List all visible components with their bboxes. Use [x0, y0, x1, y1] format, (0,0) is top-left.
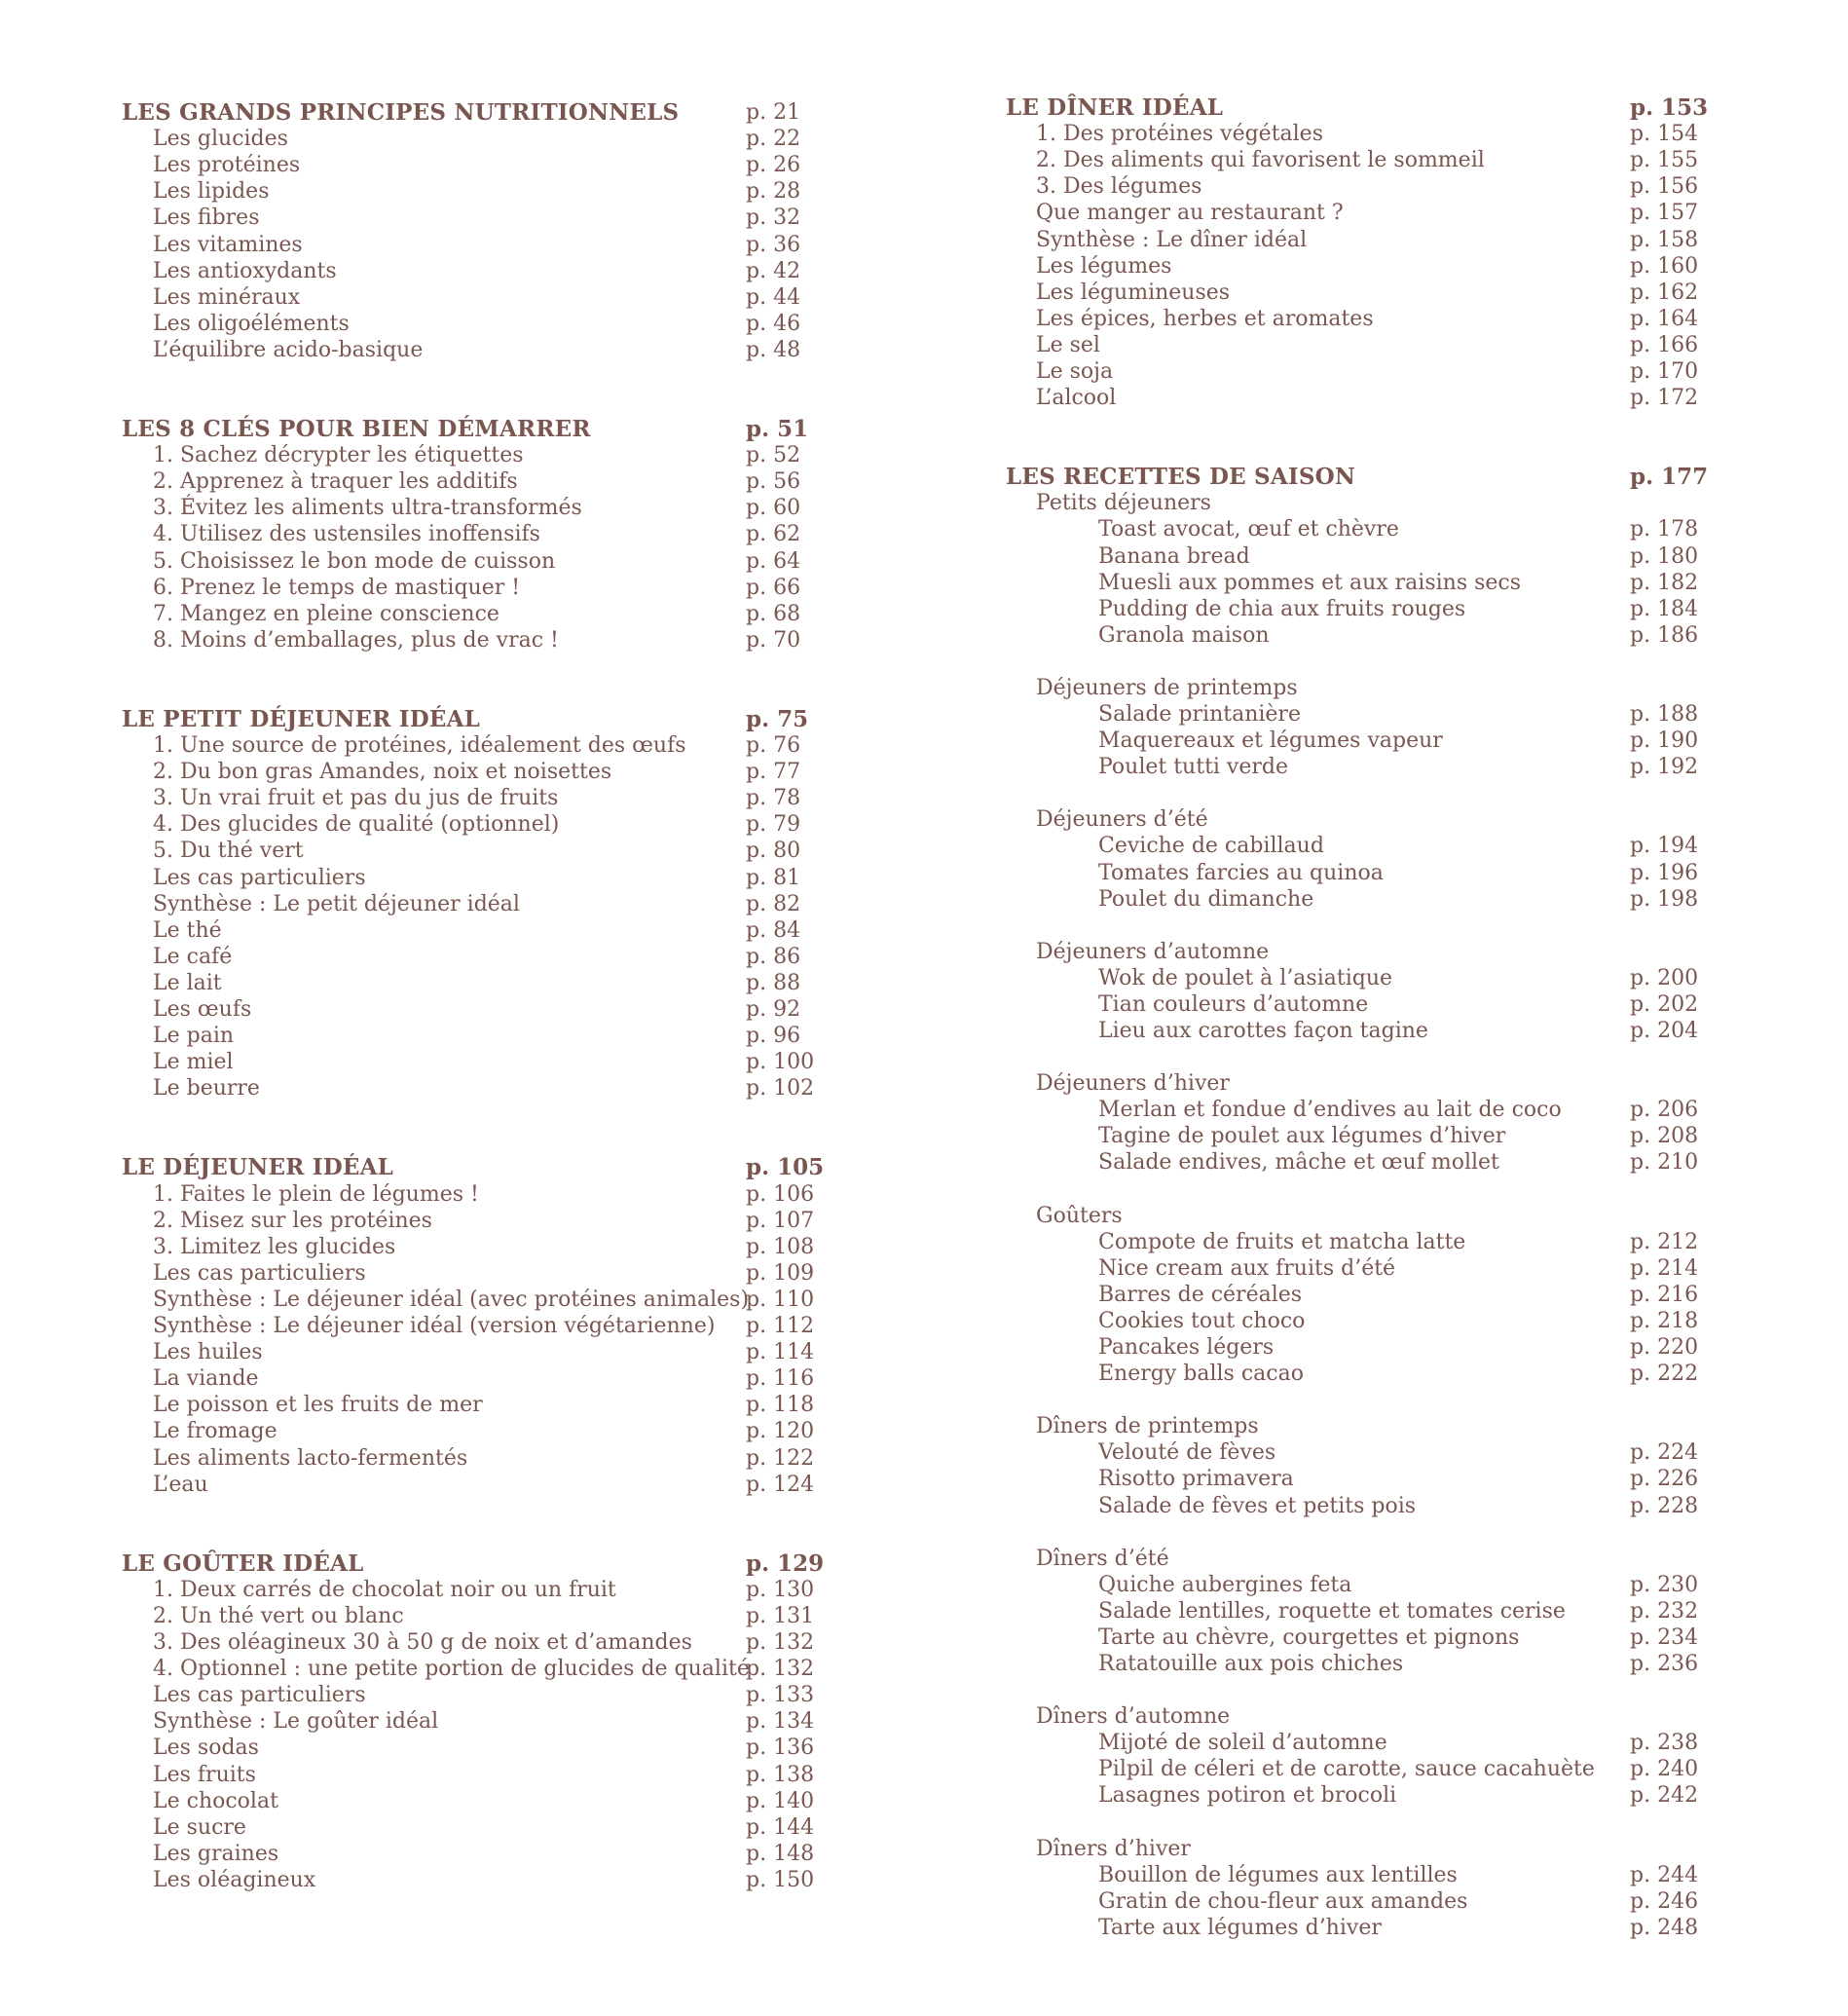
page-number: p. 164: [1630, 306, 1699, 331]
page-number: p. 88: [746, 970, 801, 995]
recipe-entry: Muesli aux pommes et aux raisins secs: [1098, 570, 1522, 595]
toc-entry: Les fruits: [153, 1762, 256, 1787]
toc-entry: 3. Limitez les glucides: [153, 1234, 396, 1259]
page-number: p. 100: [746, 1050, 815, 1075]
recipe-entry: Salade printanière: [1098, 702, 1301, 727]
page-number: p. 204: [1630, 1019, 1699, 1043]
page-number: p. 190: [1630, 728, 1699, 754]
toc-entry: 2. Du bon gras Amandes, noix et noisettes: [153, 760, 612, 785]
toc-entry: Les minéraux: [153, 284, 301, 310]
recipe-entry: Nice cream aux fruits d’été: [1098, 1255, 1396, 1281]
page-number: p. 220: [1630, 1335, 1699, 1360]
recipe-entry: Tarte au chèvre, courgettes et pignons: [1098, 1624, 1520, 1650]
page-number: p. 232: [1630, 1598, 1699, 1624]
page-number: p. 116: [746, 1366, 815, 1392]
page-number: p. 26: [746, 153, 801, 178]
section-heading: LES GRANDS PRINCIPES NUTRITIONNELS: [122, 99, 680, 126]
page-number: p. 202: [1630, 991, 1699, 1017]
page-number: p. 46: [746, 311, 801, 336]
recipe-group-heading: Déjeuners de printemps: [1036, 675, 1298, 700]
recipe-entry: Toast avocat, œuf et chèvre: [1098, 517, 1399, 542]
page-number: p. 218: [1630, 1308, 1699, 1333]
page-number: p. 236: [1630, 1652, 1699, 1676]
page-number: p. 114: [746, 1340, 815, 1365]
toc-entry: 2. Misez sur les protéines: [153, 1208, 432, 1233]
toc-entry: 2. Un thé vert ou blanc: [153, 1603, 404, 1628]
toc-entry: 3. Des oléagineux 30 à 50 g de noix et d’amandes: [153, 1630, 692, 1655]
page-number: p. 132: [746, 1657, 815, 1682]
page-number: p. 166: [1630, 332, 1699, 357]
page-number: p. 48: [746, 337, 801, 362]
recipe-entry: Gratin de chou-fleur aux amandes: [1098, 1888, 1468, 1914]
recipe-entry: Tomates farcies au quinoa: [1098, 860, 1384, 885]
page-number: p. 112: [746, 1314, 815, 1338]
page-number: p. 134: [746, 1709, 815, 1735]
page-number: p. 214: [1630, 1255, 1699, 1281]
toc-entry: Les épices, herbes et aromates: [1036, 306, 1374, 331]
page-number: p. 226: [1630, 1467, 1699, 1492]
page-number: p. 155: [1630, 148, 1699, 173]
section-heading: LES RECETTES DE SAISON: [1006, 464, 1356, 491]
page-number: p. 96: [746, 1024, 801, 1049]
page-number: p. 150: [746, 1867, 815, 1892]
recipe-entry: Tagine de poulet aux légumes d’hiver: [1098, 1124, 1506, 1149]
page-number: p. 68: [746, 601, 801, 626]
toc-entry: 1. Des protéines végétales: [1036, 122, 1323, 147]
toc-entry: Les légumes: [1036, 253, 1172, 279]
section-page-number: p. 21: [746, 100, 801, 125]
section-heading: LES 8 CLÉS POUR BIEN DÉMARRER: [122, 416, 591, 442]
page-number: p. 118: [746, 1393, 815, 1418]
recipe-group-heading: Petits déjeuners: [1036, 491, 1211, 516]
page-number: p. 234: [1630, 1624, 1699, 1650]
recipe-entry: Lasagnes potiron et brocoli: [1098, 1783, 1397, 1809]
toc-entry: L’eau: [153, 1472, 208, 1497]
page-number: p. 84: [746, 917, 801, 943]
toc-entry: 3. Évitez les aliments ultra-transformés: [153, 496, 582, 521]
toc-entry: Synthèse : Le déjeuner idéal (version végétarienne): [153, 1314, 716, 1338]
toc-entry: Le poisson et les fruits de mer: [153, 1393, 483, 1418]
recipe-entry: Merlan et fondue d’endives au lait de coco: [1098, 1098, 1562, 1123]
toc-entry: Synthèse : Le goûter idéal: [153, 1709, 439, 1735]
toc-entry: Synthèse : Le dîner idéal: [1036, 227, 1308, 252]
recipe-group-heading: Déjeuners d’automne: [1036, 939, 1270, 964]
page-number: p. 170: [1630, 359, 1699, 384]
toc-entry: Le café: [153, 944, 233, 969]
recipe-entry: Cookies tout choco: [1098, 1308, 1306, 1333]
page-number: p. 158: [1630, 227, 1699, 252]
page-number: p. 133: [746, 1683, 815, 1708]
toc-entry: 4. Utilisez des ustensiles inoffensifs: [153, 522, 540, 547]
section-page-number: p. 177: [1630, 464, 1709, 491]
page-number: p. 122: [746, 1445, 815, 1471]
page-number: p. 240: [1630, 1757, 1699, 1782]
toc-entry: Les lipides: [153, 179, 270, 205]
recipe-entry: Salade lentilles, roquette et tomates cerise: [1098, 1598, 1566, 1624]
recipe-group-heading: Dîners d’automne: [1036, 1704, 1231, 1730]
section-page-number: p. 105: [746, 1154, 825, 1181]
page-number: p. 28: [746, 179, 801, 205]
page-number: p. 66: [746, 575, 801, 600]
toc-entry: 5. Du thé vert: [153, 839, 304, 864]
page-number: p. 80: [746, 839, 801, 864]
page-number: p. 244: [1630, 1862, 1699, 1887]
page-number: p. 157: [1630, 201, 1699, 226]
toc-entry: Les cas particuliers: [153, 1683, 366, 1708]
toc-entry: L’alcool: [1036, 386, 1117, 411]
toc-entry: Les vitamines: [153, 232, 303, 257]
toc-entry: Les antioxydants: [153, 258, 337, 283]
toc-entry: Les graines: [153, 1841, 279, 1866]
toc-entry: Le lait: [153, 970, 222, 995]
toc-entry: Les sodas: [153, 1736, 259, 1761]
page-number: p. 186: [1630, 622, 1699, 648]
page-number: p. 242: [1630, 1783, 1699, 1809]
toc-entry: 4. Optionnel : une petite portion de glucides de qualité: [153, 1657, 750, 1682]
toc-entry: Le chocolat: [153, 1788, 278, 1813]
section-page-number: p. 51: [746, 416, 809, 442]
page-number: p. 172: [1630, 386, 1699, 411]
page-number: p. 79: [746, 812, 801, 838]
toc-entry: 1. Sachez décrypter les étiquettes: [153, 443, 524, 468]
recipe-entry: Poulet du dimanche: [1098, 886, 1314, 912]
toc-entry: Les oléagineux: [153, 1867, 316, 1892]
page-number: p. 109: [746, 1260, 815, 1286]
page-number: p. 42: [746, 258, 801, 283]
toc-entry: Les oligoéléments: [153, 311, 350, 336]
page-number: p. 224: [1630, 1440, 1699, 1466]
page-number: p. 178: [1630, 517, 1699, 542]
section-heading: LE DÉJEUNER IDÉAL: [122, 1154, 393, 1181]
page-number: p. 110: [746, 1287, 815, 1312]
section-heading: LE PETIT DÉJEUNER IDÉAL: [122, 705, 481, 732]
section-heading: LE GOÛTER IDÉAL: [122, 1549, 364, 1577]
toc-entry: Le soja: [1036, 359, 1114, 384]
page-number: p. 120: [746, 1419, 815, 1444]
page-number: p. 138: [746, 1762, 815, 1787]
toc-entry: 1. Deux carrés de chocolat noir ou un fruit: [153, 1577, 616, 1602]
recipe-group-heading: Goûters: [1036, 1203, 1123, 1228]
toc-entry: Le beurre: [153, 1076, 260, 1101]
toc-entry: Le sel: [1036, 332, 1100, 357]
toc-entry: Les légumineuses: [1036, 280, 1231, 305]
toc-entry: Les glucides: [153, 127, 288, 152]
page-number: p. 78: [746, 786, 801, 811]
section-page-number: p. 75: [746, 705, 809, 732]
page-number: p. 198: [1630, 886, 1699, 912]
toc-entry: Les œufs: [153, 997, 252, 1022]
toc-entry: 8. Moins d’emballages, plus de vrac !: [153, 627, 559, 653]
toc-entry: Synthèse : Le petit déjeuner idéal: [153, 891, 520, 916]
recipe-group-heading: Dîners de printemps: [1036, 1414, 1259, 1439]
page-number: p. 238: [1630, 1731, 1699, 1756]
page-number: p. 194: [1630, 834, 1699, 859]
page-number: p. 200: [1630, 965, 1699, 990]
page-number: p. 222: [1630, 1362, 1699, 1387]
recipe-entry: Salade endives, mâche et œuf mollet: [1098, 1150, 1499, 1176]
toc-entry: Le fromage: [153, 1419, 277, 1444]
recipe-entry: Barres de céréales: [1098, 1282, 1303, 1307]
page-number: p. 210: [1630, 1150, 1699, 1176]
toc-entry: 2. Apprenez à traquer les additifs: [153, 469, 518, 495]
toc-entry: La viande: [153, 1366, 259, 1392]
recipe-entry: Wok de poulet à l’asiatique: [1098, 965, 1393, 990]
toc-entry: Les aliments lacto-fermentés: [153, 1445, 468, 1471]
toc-entry: Synthèse : Le déjeuner idéal (avec protéines animales): [153, 1287, 750, 1312]
page-number: p. 52: [746, 443, 801, 468]
toc-entry: 3. Un vrai fruit et pas du jus de fruits: [153, 786, 559, 811]
page-number: p. 108: [746, 1234, 815, 1259]
page-number: p. 188: [1630, 702, 1699, 727]
page-number: p. 60: [746, 496, 801, 521]
page-number: p. 208: [1630, 1124, 1699, 1149]
toc-entry: L’équilibre acido-basique: [153, 337, 424, 362]
page-number: p. 130: [746, 1577, 815, 1602]
recipe-entry: Pilpil de céleri et de carotte, sauce cacahuète: [1098, 1757, 1595, 1782]
page-number: p. 196: [1630, 860, 1699, 885]
page-number: p. 86: [746, 944, 801, 969]
page-number: p. 131: [746, 1603, 815, 1628]
toc-entry: Que manger au restaurant ?: [1036, 201, 1344, 226]
recipe-entry: Velouté de fèves: [1098, 1440, 1276, 1466]
page-number: p. 182: [1630, 570, 1699, 595]
recipe-entry: Poulet tutti verde: [1098, 755, 1289, 780]
page-number: p. 82: [746, 891, 801, 916]
page-number: p. 148: [746, 1841, 815, 1866]
page-number: p. 70: [746, 627, 801, 653]
recipe-entry: Quiche aubergines feta: [1098, 1572, 1352, 1597]
toc-entry: Les huiles: [153, 1340, 263, 1365]
page-number: p. 216: [1630, 1282, 1699, 1307]
recipe-entry: Ceviche de cabillaud: [1098, 834, 1324, 859]
page-number: p. 248: [1630, 1915, 1699, 1940]
page-number: p. 156: [1630, 174, 1699, 200]
page-number: p. 246: [1630, 1888, 1699, 1914]
toc-entry: Le sucre: [153, 1814, 246, 1840]
page-number: p. 136: [746, 1736, 815, 1761]
recipe-entry: Banana bread: [1098, 543, 1250, 569]
recipe-entry: Ratatouille aux pois chiches: [1098, 1652, 1404, 1676]
recipe-entry: Lieu aux carottes façon tagine: [1098, 1019, 1428, 1043]
page-number: p. 162: [1630, 280, 1699, 305]
recipe-entry: Maquereaux et légumes vapeur: [1098, 728, 1443, 754]
page-number: p. 106: [746, 1181, 815, 1207]
page-number: p. 154: [1630, 122, 1699, 147]
page-number: p. 62: [746, 522, 801, 547]
recipe-entry: Bouillon de légumes aux lentilles: [1098, 1862, 1458, 1887]
page-number: p. 192: [1630, 755, 1699, 780]
toc-entry: 6. Prenez le temps de mastiquer !: [153, 575, 521, 600]
page-number: p. 92: [746, 997, 801, 1022]
page-number: p. 160: [1630, 253, 1699, 279]
toc-entry: Le pain: [153, 1024, 235, 1049]
page-number: p. 56: [746, 469, 801, 495]
page-number: p. 124: [746, 1472, 815, 1497]
page-number: p. 77: [746, 760, 801, 785]
page-number: p. 44: [746, 284, 801, 310]
page-number: p. 228: [1630, 1493, 1699, 1518]
recipe-group-heading: Déjeuners d’hiver: [1036, 1071, 1230, 1097]
toc-entry: 5. Choisissez le bon mode de cuisson: [153, 548, 556, 574]
toc-entry: 4. Des glucides de qualité (optionnel): [153, 812, 560, 838]
recipe-entry: Compote de fruits et matcha latte: [1098, 1229, 1466, 1254]
page-number: p. 76: [746, 733, 801, 758]
toc-entry: Le thé: [153, 917, 222, 943]
recipe-entry: Mijoté de soleil d’automne: [1098, 1731, 1387, 1756]
recipe-entry: Tian couleurs d’automne: [1098, 991, 1369, 1017]
recipe-entry: Granola maison: [1098, 622, 1270, 648]
recipe-entry: Pancakes légers: [1098, 1335, 1275, 1360]
page-number: p. 212: [1630, 1229, 1699, 1254]
recipe-entry: Tarte aux légumes d’hiver: [1098, 1915, 1382, 1940]
recipe-entry: Energy balls cacao: [1098, 1362, 1304, 1387]
page-number: p. 32: [746, 205, 801, 231]
toc-entry: 1. Une source de protéines, idéalement des œufs: [153, 733, 686, 758]
page-number: p. 144: [746, 1814, 815, 1840]
page-number: p. 206: [1630, 1098, 1699, 1123]
page-number: p. 22: [746, 127, 801, 152]
recipe-entry: Pudding de chia aux fruits rouges: [1098, 596, 1466, 621]
page-number: p. 180: [1630, 543, 1699, 569]
section-page-number: p. 129: [746, 1549, 825, 1577]
toc-entry: 3. Des légumes: [1036, 174, 1202, 200]
page-number: p. 36: [746, 232, 801, 257]
toc-entry: Le miel: [153, 1050, 234, 1075]
recipe-entry: Salade de fèves et petits pois: [1098, 1493, 1417, 1518]
recipe-group-heading: Déjeuners d’été: [1036, 807, 1208, 833]
page-number: p. 184: [1630, 596, 1699, 621]
page-number: p. 140: [746, 1788, 815, 1813]
page-number: p. 230: [1630, 1572, 1699, 1597]
section-heading: LE DÎNER IDÉAL: [1006, 94, 1224, 121]
toc-entry: 2. Des aliments qui favorisent le sommeil: [1036, 148, 1485, 173]
page-number: p. 107: [746, 1208, 815, 1233]
recipe-entry: Risotto primavera: [1098, 1467, 1294, 1492]
toc-entry: Les cas particuliers: [153, 865, 366, 890]
page-number: p. 132: [746, 1630, 815, 1655]
toc-entry: Les fibres: [153, 205, 260, 231]
page-number: p. 64: [746, 548, 801, 574]
toc-entry: Les cas particuliers: [153, 1260, 366, 1286]
toc-entry: 1. Faites le plein de légumes !: [153, 1181, 479, 1207]
page-number: p. 102: [746, 1076, 815, 1101]
toc-entry: Les protéines: [153, 153, 301, 178]
section-page-number: p. 153: [1630, 94, 1709, 121]
page-number: p. 81: [746, 865, 801, 890]
recipe-group-heading: Dîners d’été: [1036, 1546, 1169, 1571]
recipe-group-heading: Dîners d’hiver: [1036, 1836, 1191, 1861]
toc-entry: 7. Mangez en pleine conscience: [153, 601, 499, 626]
